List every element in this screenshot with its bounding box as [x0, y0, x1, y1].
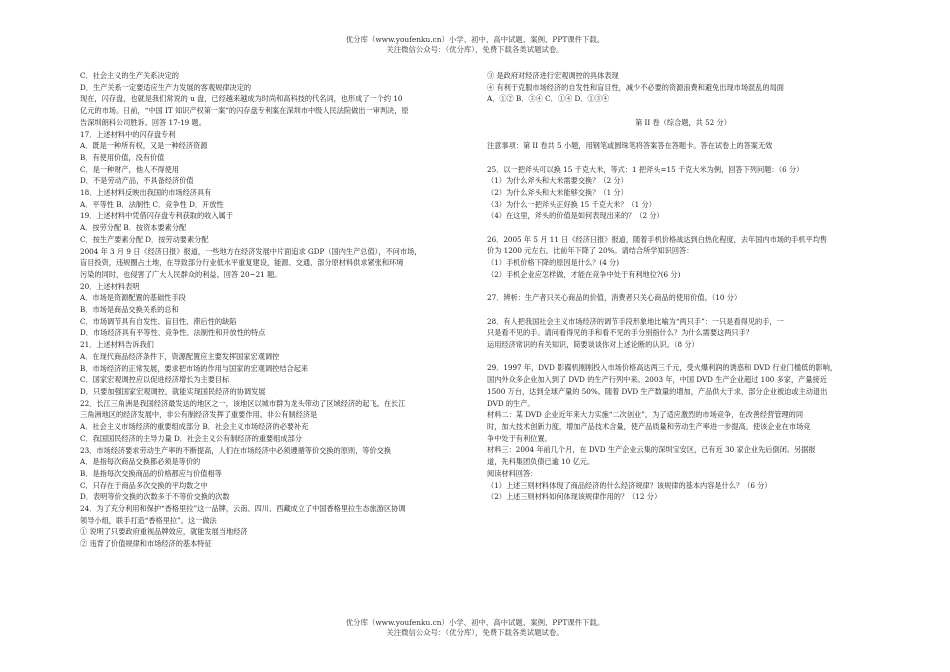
- right-text-line: 时，加大技术创新力度，增加产品技术含量，使产品质量和劳动生产率进一步提高，使该企业在市场竞: [487, 421, 811, 431]
- left-text-line: 21．上述材料告诉我们: [80, 340, 154, 350]
- right-column: [487, 70, 879, 503]
- right-text-line: [487, 129, 879, 141]
- header-line-1: 优分库（www.youfenku.cn）小学、初中、高中试题、案例、PPT课件下载。: [345, 35, 605, 44]
- left-text-line: 19．上述材料中凭借闪存盘专利获取的收入属于: [80, 211, 233, 221]
- right-text-line: 价为 1200 元左右，比前年下降了 20%。请结合所学知识回答：: [487, 246, 694, 256]
- right-text-line: 国内外众多企业加入到了 DVD 的生产行列中来。2003 年，中国 DVD 生产企业超过 100 多家，产量接近: [487, 375, 827, 385]
- left-text-line: D．表明等价交换的次数多于不等价交换的次数: [80, 492, 230, 502]
- left-text-line: C．国家宏观调控应以促进经济增长为主要目标: [80, 375, 230, 385]
- right-text-line: 25．以一把斧头可以换 15 千克大米，等式：1 把斧头=15 千克大米为例，回答下列问题：（6 分）: [487, 164, 804, 174]
- left-text-line: C．按生产要素分配 D．按劳动要素分配: [80, 234, 209, 244]
- right-text-line: 道，先科集团负债已逾 10 亿元。: [487, 457, 595, 467]
- left-text-line: 20．上述材料表明: [80, 281, 140, 291]
- right-text-line: 运用经济常识的有关知识，简要谈谈你对上述论断的认识。（8 分）: [487, 340, 699, 350]
- left-column: [80, 70, 472, 550]
- right-text-line: 争中处于有利位置。: [487, 433, 552, 443]
- right-text-line: 只是看不见的手。请问看得见的手和看不见的手分别指什么？为什么需要这两只手？: [487, 328, 753, 338]
- right-text-line: 27．辨析：生产者只关心商品的价值，消费者只关心商品的使用价值。（10 分）: [487, 293, 742, 303]
- left-text-line: 三角洲地区的经济发展中，非公有制经济发挥了重要作用。非公有制经济是: [80, 410, 318, 420]
- right-text-line: （2）上述三则材料如何体现该规律作用的？（12 分）: [487, 492, 662, 502]
- right-text-line: DVD 的生产。: [487, 398, 535, 408]
- left-text-line: C．是一种财产，他人不得使用: [80, 164, 179, 174]
- right-text-line: [487, 222, 879, 234]
- left-text-line: B．是指每次交换商品的价格都应与价值相等: [80, 468, 222, 478]
- right-text-line: 注意事项：第 II 卷共 5 小题，用钢笔或圆珠笔将答案答在答题卡。答在试卷上的答案无效: [487, 141, 773, 151]
- left-text-line: 告深圳朗科公司胜诉。回答 17-19 题。: [80, 117, 206, 127]
- right-text-line: A．①② B．③④ C．①④ D．①③④: [487, 94, 610, 104]
- right-text-line: 29．1997 年，DVD 影碟机刚刚投入市场价格高达两三千元，受火爆利润的诱惑和 DVD 行业门槛低的影响，: [487, 363, 838, 373]
- left-text-line: ① 说明了只要政府重视品牌效应，就能发展当地经济: [80, 527, 248, 537]
- left-text-line: A．在现代商品经济条件下，资源配置应主要发挥国家宏观调控: [80, 351, 280, 361]
- left-text-line: D．不是劳动产品，不具备经济价值: [80, 176, 194, 186]
- left-text-line: 18．上述材料反映出我国的市场经济具有: [80, 188, 212, 198]
- right-text-line: （3）为什么一把斧头正好换 15 千克大米？（1 分）: [487, 199, 656, 209]
- left-text-line: 亿元的市场。日前，“中国 IT 知识产权第一案”的闪存盘专利案在深圳市中级人民法院做出一审判决，原: [80, 106, 409, 116]
- left-text-line: 2004 年 3 月 9 日《经济日报》报道，一些地方在经济发展中片面追求 GDP（国内生产总值），不问市场，: [80, 246, 422, 256]
- left-text-line: 现在，闪存盘，也就是我们常说的 u 盘，已经越来越成为时尚和高科技的代名词，也形成了一个约 10: [80, 94, 403, 104]
- right-text-line: [487, 351, 879, 363]
- page-footer: [0, 618, 950, 638]
- left-text-line: 23．市场经济要求劳动生产率的不断提高，人们在市场经济中必须遵循等价交换的原则，等价交换: [80, 445, 392, 455]
- footer-line-2: 关注微信公众号：（优分库），免费下载各类试题试卷。: [386, 628, 564, 637]
- left-text-line: 盲目投资，违规圈占土地，在导致部分行业低水平重复建设，能源、交通、部分原材料供求紧张和环境: [80, 258, 404, 268]
- left-text-line: A．按劳分配 B．按资本要素分配: [80, 223, 187, 233]
- right-text-line: （1）上述三则材料体现了商品经济的什么经济规律？该规律的基本内容是什么？（6 分）: [487, 480, 772, 490]
- right-text-line: [487, 281, 879, 293]
- left-text-line: D．市场经济具有平等性、竞争性、法制性和开放性的特点: [80, 328, 266, 338]
- left-text-line: C．社会主义的生产关系决定的: [80, 71, 179, 80]
- left-text-line: 领导小组，联手打造“香格里拉”。这一做法: [80, 515, 217, 525]
- header-line-2: 关注微信公众号：（优分库），免费下载各类试题试卷。: [386, 45, 564, 54]
- left-text-line: A．平等性 B．法制性 C．竞争性 D．开放性: [80, 199, 224, 209]
- left-text-line: D．生产关系一定要适应生产力发展的客观规律决定的: [80, 82, 252, 92]
- left-text-line: 22．长江三角洲是我国经济最发达的地区之一，该地区以城市群为龙头带动了区域经济的起飞。在长江: [80, 398, 406, 408]
- left-text-line: C．只存在于商品多次交换的平均数之中: [80, 480, 208, 490]
- right-text-line: （2）手机企业应怎样做，才能在竞争中处于有利地位?(6 分): [487, 269, 681, 279]
- left-text-line: A．社会主义市场经济的重要组成部分 B．社会主义市场经济的必要补充: [80, 422, 309, 432]
- right-text-line: [487, 105, 879, 117]
- right-text-line: 材料三：2004 年前几个月，在 DVD 生产企业云集的深圳宝安区，已有近 30 家企业先后倒闭。另据报: [487, 445, 816, 455]
- right-text-line: 28．有人把我国社会主义市场经济的调节手段形象地比喻为“两只手”：一只是看得见的手，一: [487, 316, 784, 326]
- left-text-line: D．只要加强国家宏观调控，就能实现国民经济的协调发展: [80, 386, 266, 396]
- right-text-line: 1500 万台，达到全球产量的 50%。随着 DVD 生产数量的增加，产品供大于求，部分企业被迫或主动退出: [487, 386, 828, 396]
- left-text-line: A．是指每次商品交换都必须是等价的: [80, 457, 201, 467]
- left-text-line: C．市场调节具有自发性、盲目性、滞后性的缺陷: [80, 316, 237, 326]
- page-header: [0, 35, 950, 55]
- right-text-line: （1）手机价格下降的原因是什么？(4 分): [487, 258, 620, 268]
- right-text-line: （4）在这里，斧头的价值是如何表现出来的？（2 分）: [487, 211, 664, 221]
- right-text-line: （1）为什么斧头和大米需要交换？（2 分）: [487, 176, 628, 186]
- left-text-line: B．市场经济的正常发展，要求把市场的作用与国家的宏观调控结合起来: [80, 363, 309, 373]
- left-text-line: 污染的同时，也侵害了广大人民群众的利益。回答 20~21 题。: [80, 269, 282, 279]
- right-text-line: [487, 304, 879, 316]
- right-text-line: 材料二：某 DVD 企业近年来大力实施“二次创业”，为了适应激烈的市场竞争，在改善经营管理的同: [487, 410, 804, 420]
- left-text-line: A．既是一种所有权，又是一种经济资源: [80, 141, 208, 151]
- left-text-line: C．我国国民经济的主导力量 D．社会主义公有制经济的重要组成部分: [80, 433, 302, 443]
- left-text-line: 17．上述材料中的闪存盘专利: [80, 129, 176, 139]
- right-text-line: （2）为什么斧头和大米能够交换？（1 分）: [487, 187, 628, 197]
- footer-line-1: 优分库（www.youfenku.cn）小学、初中、高中试题、案例、PPT课件下载。: [345, 618, 605, 627]
- right-text-line: ③ 是政府对经济进行宏观调控的具体表现: [487, 71, 619, 80]
- right-text-line: 26．2005 年 5 月 11 日《经济日报》报道，随着手机价格战达到白热化程度，去年国内市场的手机平均售: [487, 234, 828, 244]
- left-text-line: B．市场是商品交换关系的总和: [80, 305, 179, 315]
- right-text-line: 阅读材料回答：: [487, 468, 538, 478]
- left-text-line: A．市场是资源配置的基础性手段: [80, 293, 186, 303]
- right-text-line: ④ 有利于克服市场经济的自发性和盲目性，减少不必要的资源浪费和避免出现市场混乱的局面: [487, 82, 784, 92]
- right-text-line: [487, 152, 879, 164]
- left-text-line: 24．为了充分利用和保护“香格里拉”这一品牌，云南、四川、西藏成立了中国香格里拉生态旅游区协调: [80, 504, 406, 514]
- left-text-line: B．有使用价值，没有价值: [80, 152, 165, 162]
- left-text-line: ② 违背了价值规律和市场经济的基本特征: [80, 539, 212, 549]
- right-text-line: 第 II 卷（综合题，共 52 分）: [635, 117, 731, 127]
